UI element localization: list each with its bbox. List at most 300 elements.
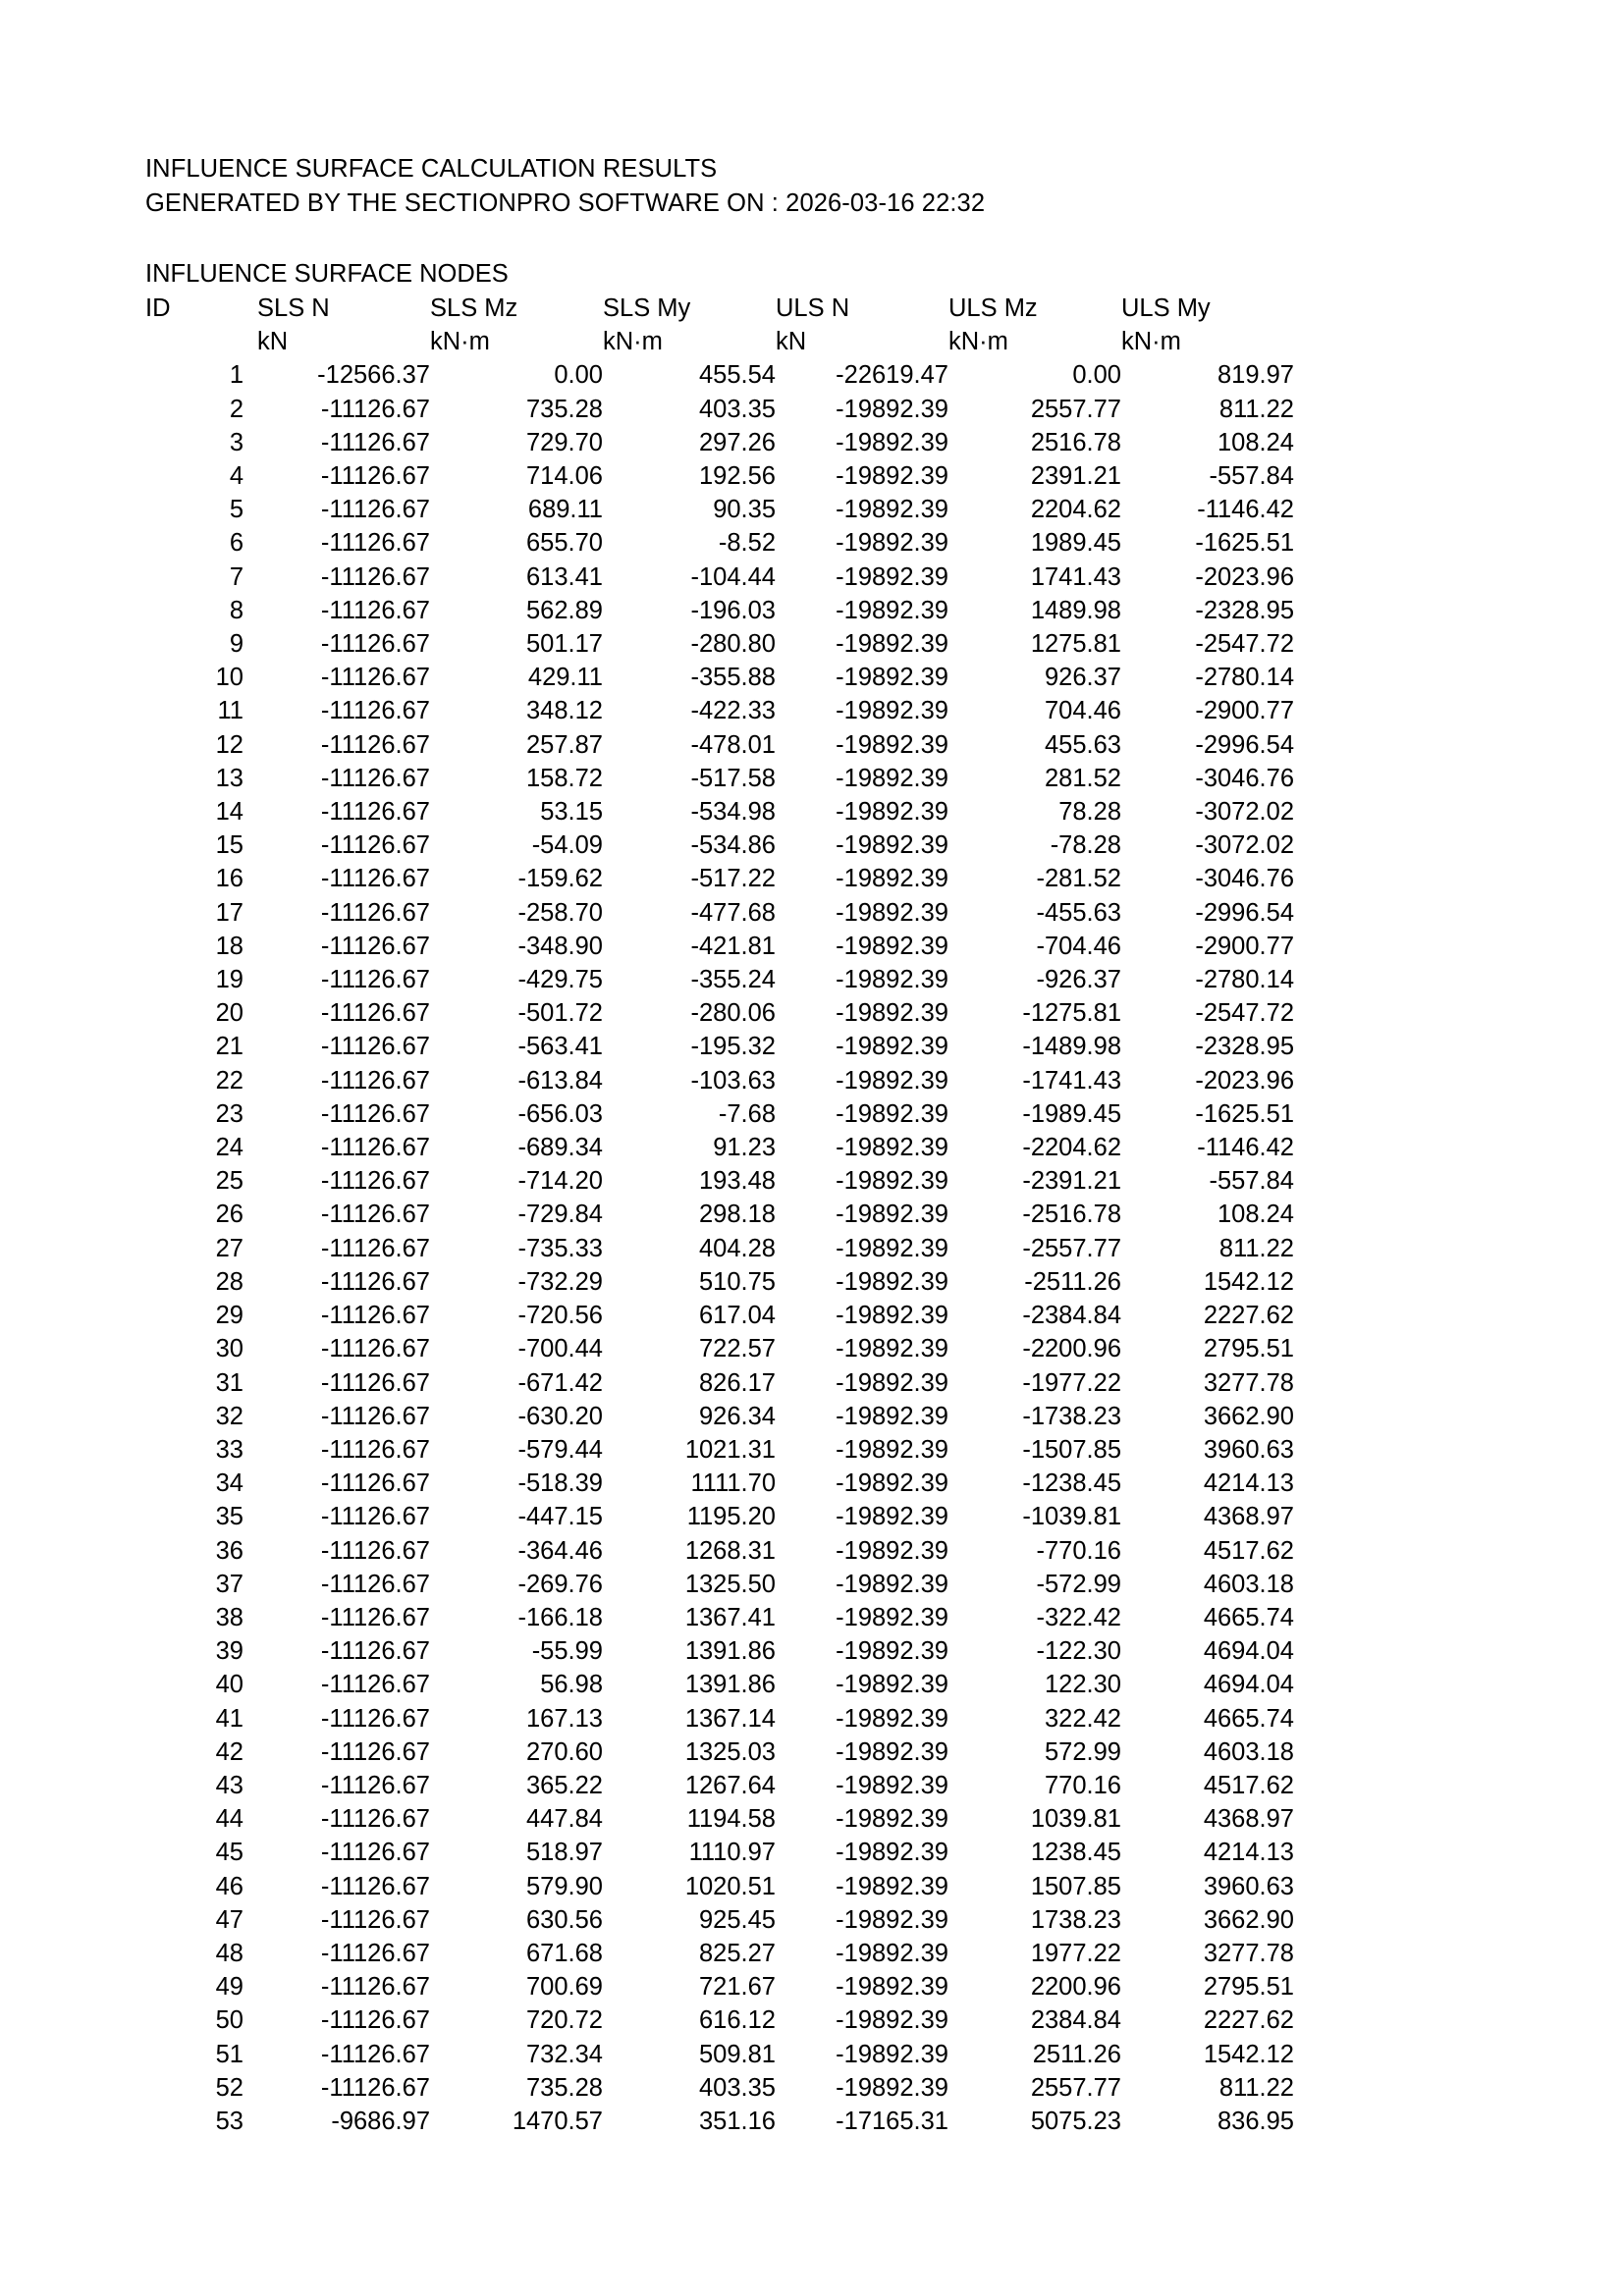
value-cell: -11126.67 [320,798,430,827]
value-cell: -19892.39 [836,630,948,659]
value-cell: -2391.21 [1022,1167,1121,1196]
value-cell: -11126.67 [320,562,430,591]
value-cell: 91.23 [713,1134,776,1162]
value-cell: 1542.12 [1203,2040,1294,2068]
value-cell: -19892.39 [836,1603,948,1631]
value-cell: -11126.67 [320,1905,430,1934]
node-id-cell: 16 [215,865,243,893]
value-cell: 2795.51 [1203,1335,1294,1363]
value-cell: 501.17 [526,630,603,659]
value-cell: 1391.86 [684,1637,776,1666]
table-row [145,661,1294,694]
value-cell: -11126.67 [320,932,430,960]
value-cell: 3662.90 [1203,1402,1294,1430]
table-row [145,561,1294,594]
value-cell: 4665.74 [1203,1603,1294,1631]
value-cell: -478.01 [690,730,776,759]
node-id-cell: 30 [215,1335,243,1363]
node-id-cell: 14 [215,798,243,827]
value-cell: -11126.67 [320,596,430,624]
value-cell: -19892.39 [836,2073,948,2102]
document-header [145,152,1623,221]
value-cell: 1507.85 [1030,1872,1121,1900]
value-cell: -2023.96 [1195,562,1294,591]
value-cell: -2328.95 [1195,596,1294,624]
node-id-cell: 51 [215,2040,243,2068]
value-cell: -19892.39 [836,1839,948,1867]
value-cell: -1039.81 [1022,1503,1121,1531]
node-id-cell: 33 [215,1435,243,1464]
value-cell: -656.03 [517,1099,603,1128]
node-id-cell: 42 [215,1737,243,1766]
value-cell: 90.35 [713,496,776,524]
value-cell: -281.52 [1036,865,1121,893]
table-row [145,694,1294,727]
table-row [145,1232,1294,1265]
value-cell: 1275.81 [1030,630,1121,659]
node-id-cell: 48 [215,1939,243,1967]
value-cell: 281.52 [1045,764,1121,792]
value-cell: 729.70 [526,428,603,456]
value-cell: -11126.67 [320,1435,430,1464]
value-cell: 732.34 [526,2040,603,2068]
node-id-cell: 53 [215,2107,243,2135]
value-cell: -11126.67 [320,1939,430,1967]
node-id-cell: 21 [215,1033,243,1061]
value-cell: 4603.18 [1203,1737,1294,1766]
value-cell: -19892.39 [836,1503,948,1531]
value-cell: 1238.45 [1030,1839,1121,1867]
table-body [145,358,1294,2138]
value-cell: -11126.67 [320,428,430,456]
report-title: INFLUENCE SURFACE CALCULATION RESULTS [145,155,718,183]
value-cell: -11126.67 [320,1671,430,1699]
value-cell: 826.17 [699,1368,776,1397]
table-row [145,1970,1294,2003]
value-cell: -421.81 [690,932,776,960]
value-cell: -557.84 [1209,1167,1294,1196]
value-cell: 5075.23 [1030,2107,1121,2135]
column-header-uls-my: ULS My [1121,294,1211,322]
node-id-cell: 52 [215,2073,243,2102]
table-row [145,1500,1294,1533]
value-cell: -11126.67 [320,1368,430,1397]
value-cell: 1268.31 [684,1536,776,1565]
value-cell: -534.86 [690,831,776,860]
table-row [145,1702,1294,1735]
column-unit-row [145,325,1294,358]
value-cell: -2996.54 [1195,898,1294,927]
value-cell: -3046.76 [1195,865,1294,893]
value-cell: -11126.67 [320,1335,430,1363]
value-cell: 3277.78 [1203,1939,1294,1967]
node-id-cell: 45 [215,1839,243,1867]
value-cell: -19892.39 [836,1704,948,1733]
value-cell: -19892.39 [836,1335,948,1363]
value-cell: 403.35 [699,2073,776,2102]
value-cell: -19892.39 [836,1939,948,1967]
value-cell: -19892.39 [836,1771,948,1799]
value-cell: -8.52 [718,529,776,558]
table-row [145,1903,1294,1937]
value-cell: -19892.39 [836,2006,948,2035]
value-cell: -1238.45 [1022,1469,1121,1498]
value-cell: -19892.39 [836,428,948,456]
table-row [145,1131,1294,1164]
value-cell: -563.41 [517,1033,603,1061]
value-cell: 404.28 [699,1234,776,1262]
table-row [145,862,1294,895]
value-cell: -11126.67 [320,1771,430,1799]
value-cell: -11126.67 [320,865,430,893]
value-cell: -2511.26 [1024,1267,1121,1296]
value-cell: 572.99 [1045,1737,1121,1766]
node-id-cell: 10 [215,664,243,692]
table-row [145,963,1294,996]
node-id-cell: 9 [229,630,243,659]
value-cell: -195.32 [690,1033,776,1061]
table-row [145,2071,1294,2105]
value-cell: -280.06 [690,999,776,1028]
value-cell: 297.26 [699,428,776,456]
column-unit-3: kN·m [603,328,663,356]
value-cell: -1625.51 [1195,1099,1294,1128]
value-cell: 811.22 [1218,2073,1294,2102]
value-cell: 655.70 [526,529,603,558]
value-cell: -1625.51 [1195,529,1294,558]
value-cell: -11126.67 [320,1737,430,1766]
value-cell: 1741.43 [1030,562,1121,591]
table-row [145,1164,1294,1198]
value-cell: -11126.67 [320,1167,430,1196]
node-id-cell: 17 [215,898,243,927]
value-cell: -11126.67 [320,462,430,491]
value-cell: -557.84 [1209,462,1294,491]
value-cell: -579.44 [517,1435,603,1464]
value-cell: -103.63 [690,1066,776,1095]
value-cell: 509.81 [699,2040,776,2068]
value-cell: 270.60 [526,1737,603,1766]
value-cell: -501.72 [517,999,603,1028]
value-cell: -689.34 [517,1134,603,1162]
value-cell: -19892.39 [836,1737,948,1766]
value-cell: -1989.45 [1022,1099,1121,1128]
value-cell: -11126.67 [320,664,430,692]
value-cell: 811.22 [1218,395,1294,423]
value-cell: -19892.39 [836,1637,948,1666]
node-id-cell: 18 [215,932,243,960]
table-row [145,459,1294,493]
value-cell: -348.90 [517,932,603,960]
table-row [145,1198,1294,1231]
node-id-cell: 5 [229,496,243,524]
value-cell: 4368.97 [1203,1805,1294,1834]
table-row [145,1735,1294,1769]
value-cell: 926.37 [1045,664,1121,692]
value-cell: -11126.67 [320,1570,430,1598]
value-cell: 1325.03 [684,1737,776,1766]
value-cell: 78.28 [1058,798,1121,827]
table-row [145,1836,1294,1869]
table-row [145,996,1294,1030]
value-cell: 4517.62 [1203,1771,1294,1799]
table-row [145,762,1294,795]
spacer [145,221,1623,257]
value-cell: -19892.39 [836,1066,948,1095]
value-cell: 122.30 [1045,1671,1121,1699]
value-cell: -159.62 [517,865,603,893]
value-cell: -11126.67 [320,831,430,860]
value-cell: -1507.85 [1022,1435,1121,1464]
column-unit-1: kN [257,328,289,356]
value-cell: -11126.67 [320,764,430,792]
value-cell: 455.54 [699,361,776,390]
value-cell: 4214.13 [1203,1469,1294,1498]
value-cell: -55.99 [531,1637,603,1666]
value-cell: 2200.96 [1030,1973,1121,2002]
value-cell: -7.68 [718,1099,776,1128]
value-cell: 689.11 [527,496,603,524]
node-id-cell: 38 [215,1603,243,1631]
value-cell: 1267.64 [684,1771,776,1799]
node-id-cell: 6 [229,529,243,558]
table-row [145,393,1294,426]
node-id-cell: 23 [215,1099,243,1128]
value-cell: 518.97 [526,1839,603,1867]
value-cell: -11126.67 [320,1469,430,1498]
value-cell: -704.46 [1036,932,1121,960]
table-row [145,1265,1294,1299]
value-cell: -322.42 [1036,1603,1121,1631]
value-cell: -630.20 [517,1402,603,1430]
value-cell: -19892.39 [836,730,948,759]
node-id-cell: 36 [215,1536,243,1565]
value-cell: 429.11 [527,664,603,692]
node-id-cell: 29 [215,1302,243,1330]
value-cell: -17165.31 [836,2107,948,2135]
table-row [145,1030,1294,1063]
value-cell: -926.37 [1036,966,1121,994]
value-cell: 714.06 [526,462,603,491]
value-cell: 735.28 [526,395,603,423]
value-cell: -19892.39 [836,1099,948,1128]
value-cell: -22619.47 [836,361,948,390]
value-cell: -19892.39 [836,798,948,827]
node-id-cell: 22 [215,1066,243,1095]
value-cell: 510.75 [699,1267,776,1296]
value-cell: 825.27 [699,1939,776,1967]
node-id-cell: 44 [215,1805,243,1834]
node-id-cell: 40 [215,1671,243,1699]
value-cell: -19892.39 [836,1973,948,2002]
value-cell: -11126.67 [320,1839,430,1867]
value-cell: -3072.02 [1195,798,1294,827]
value-cell: 1111.70 [690,1469,776,1498]
value-cell: -54.09 [531,831,603,860]
value-cell: -11126.67 [320,730,430,759]
value-cell: -19892.39 [836,529,948,558]
section-heading: INFLUENCE SURFACE NODES [145,260,509,288]
value-cell: 2204.62 [1030,496,1121,524]
value-cell: -196.03 [690,596,776,624]
value-cell: 613.41 [526,562,603,591]
value-cell: 4214.13 [1203,1839,1294,1867]
value-cell: -19892.39 [836,1435,948,1464]
value-cell: 1195.20 [686,1503,776,1531]
value-cell: -166.18 [517,1603,603,1631]
value-cell: -2023.96 [1195,1066,1294,1095]
value-cell: -19892.39 [836,1469,948,1498]
value-cell: 2511.26 [1032,2040,1121,2068]
value-cell: -19892.39 [836,1033,948,1061]
value-cell: -11126.67 [320,2006,430,2035]
table-row [145,1332,1294,1365]
value-cell: -1489.98 [1022,1033,1121,1061]
value-cell: -1146.42 [1197,1134,1294,1162]
value-cell: -1977.22 [1022,1368,1121,1397]
value-cell: 0.00 [554,361,603,390]
value-cell: -3046.76 [1195,764,1294,792]
value-cell: 617.04 [699,1302,776,1330]
value-cell: -11126.67 [320,898,430,927]
value-cell: 926.34 [699,1402,776,1430]
value-cell: -11126.67 [320,2040,430,2068]
node-id-cell: 19 [215,966,243,994]
table-row [145,1634,1294,1668]
table-row [145,1299,1294,1332]
value-cell: 4694.04 [1203,1637,1294,1666]
value-cell: -2900.77 [1195,697,1294,725]
value-cell: 193.48 [699,1167,776,1196]
value-cell: 53.15 [540,798,603,827]
table-row [145,1534,1294,1568]
column-header-sls-mz: SLS Mz [430,294,518,322]
value-cell: -11126.67 [320,1637,430,1666]
value-cell: 108.24 [1217,428,1294,456]
table-row [145,493,1294,526]
node-id-cell: 1 [229,361,243,390]
value-cell: -2780.14 [1195,664,1294,692]
table-row [145,358,1294,392]
table-row [145,1433,1294,1467]
node-id-cell: 2 [229,395,243,423]
value-cell: -422.33 [690,697,776,725]
value-cell: -19892.39 [836,562,948,591]
column-unit-6: kN·m [1121,328,1181,356]
value-cell: 925.45 [699,1905,776,1934]
value-cell: 704.46 [1045,697,1121,725]
value-cell: -2516.78 [1022,1201,1121,1229]
value-cell: -19892.39 [836,1302,948,1330]
node-id-cell: 8 [229,596,243,624]
value-cell: -19892.39 [836,1872,948,1900]
value-cell: -447.15 [517,1503,603,1531]
value-cell: 2227.62 [1203,1302,1294,1330]
node-id-cell: 39 [215,1637,243,1666]
value-cell: -19892.39 [836,697,948,725]
value-cell: -429.75 [517,966,603,994]
value-cell: 3662.90 [1203,1905,1294,1934]
value-cell: -19892.39 [836,664,948,692]
value-cell: 3277.78 [1203,1368,1294,1397]
value-cell: 1989.45 [1030,529,1121,558]
value-cell: -11126.67 [320,496,430,524]
value-cell: -19892.39 [836,1570,948,1598]
table-row [145,627,1294,661]
table-header [145,292,1294,358]
node-id-cell: 28 [215,1267,243,1296]
value-cell: -2384.84 [1022,1302,1121,1330]
value-cell: -19892.39 [836,1671,948,1699]
value-cell: -11126.67 [320,1302,430,1330]
column-header-row [145,292,1294,325]
node-id-cell: 50 [215,2006,243,2035]
node-id-cell: 11 [217,697,243,725]
value-cell: 257.87 [526,730,603,759]
column-unit-5: kN·m [948,328,1008,356]
value-cell: 1020.51 [684,1872,776,1900]
value-cell: 0.00 [1072,361,1121,390]
value-cell: -19892.39 [836,932,948,960]
table-row [145,1568,1294,1601]
value-cell: 700.69 [526,1973,603,2002]
value-cell: -19892.39 [836,898,948,927]
value-cell: -2780.14 [1195,966,1294,994]
value-cell: 192.56 [699,462,776,491]
value-cell: -11126.67 [320,529,430,558]
value-cell: -671.42 [517,1368,603,1397]
node-id-cell: 41 [215,1704,243,1733]
value-cell: 4603.18 [1203,1570,1294,1598]
node-id-cell: 35 [215,1503,243,1531]
value-cell: -19892.39 [836,462,948,491]
value-cell: 722.57 [699,1335,776,1363]
value-cell: -19892.39 [836,831,948,860]
value-cell: 3960.63 [1203,1872,1294,1900]
value-cell: -2547.72 [1195,630,1294,659]
column-header-id: ID [145,294,171,322]
value-cell: 770.16 [1045,1771,1121,1799]
value-cell: 2384.84 [1030,2006,1121,2035]
value-cell: 1039.81 [1030,1805,1121,1834]
value-cell: -11126.67 [320,1267,430,1296]
value-cell: 1021.31 [684,1435,776,1464]
value-cell: 1367.14 [684,1704,776,1733]
value-cell: -11126.67 [320,999,430,1028]
value-cell: -518.39 [517,1469,603,1498]
table-row [145,2003,1294,2037]
value-cell: -3072.02 [1195,831,1294,860]
value-cell: -11126.67 [320,1033,430,1061]
value-cell: -517.58 [690,764,776,792]
value-cell: 1738.23 [1030,1905,1121,1934]
value-cell: 671.68 [526,1939,603,1967]
value-cell: -258.70 [517,898,603,927]
node-id-cell: 46 [215,1872,243,1900]
value-cell: 2795.51 [1203,1973,1294,2002]
value-cell: -355.24 [690,966,776,994]
table-row [145,1937,1294,1970]
value-cell: -613.84 [517,1066,603,1095]
value-cell: 735.28 [526,2073,603,2102]
value-cell: -11126.67 [320,1872,430,1900]
node-id-cell: 4 [229,462,243,491]
column-header-sls-my: SLS My [603,294,691,322]
value-cell: 403.35 [699,395,776,423]
table-row [145,2105,1294,2138]
value-cell: -19892.39 [836,1368,948,1397]
value-cell: -269.76 [517,1570,603,1598]
